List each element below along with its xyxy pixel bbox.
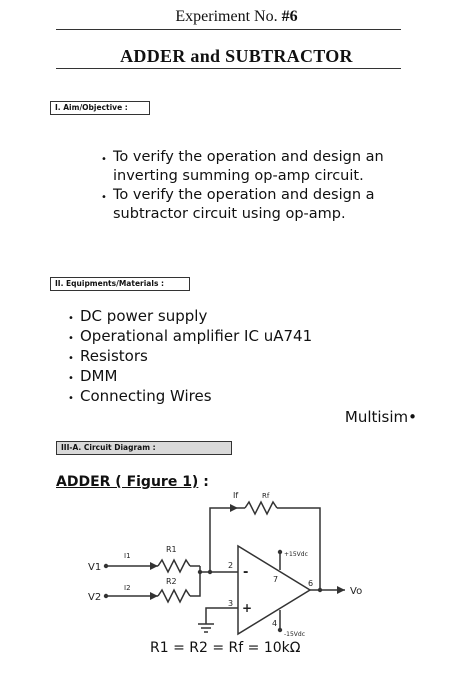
pin2-label: 2 bbox=[228, 561, 234, 570]
rf-label: Rf bbox=[262, 492, 270, 500]
minus-label: - bbox=[243, 565, 249, 580]
v2-terminal bbox=[104, 594, 108, 598]
r2-resistor bbox=[158, 590, 190, 602]
pin7-label: 7 bbox=[273, 575, 279, 584]
r2-label: R2 bbox=[166, 577, 177, 586]
list-item: • DC power supply bbox=[68, 306, 368, 326]
vpos-terminal bbox=[278, 550, 282, 554]
list-item: • Operational amplifier IC uA741 bbox=[68, 326, 368, 346]
experiment-header bbox=[0, 8, 473, 26]
list-item: • To verify the operation and design an inverting summing op-amp circuit. bbox=[101, 148, 401, 186]
i2-label: I2 bbox=[124, 584, 131, 592]
pin6-label: 6 bbox=[308, 579, 314, 588]
r1-label: R1 bbox=[166, 545, 177, 554]
list-item: • To verify the operation and design a subtractor circuit using op-amp. bbox=[101, 186, 401, 224]
figure-title-text: ADDER ( Figure 1) bbox=[56, 474, 199, 490]
pin3-label: 3 bbox=[228, 599, 234, 608]
r1-resistor bbox=[158, 560, 190, 572]
page-title: ADDER and SUBTRACTOR bbox=[120, 46, 353, 66]
v2-label: V2 bbox=[88, 592, 102, 603]
non-inverting-wire bbox=[206, 608, 238, 624]
list-item: • DMM bbox=[68, 366, 368, 386]
experiment-number: #6 bbox=[281, 8, 298, 25]
resistor-formula: R1 = R2 = Rf = 10kΩ bbox=[150, 640, 301, 656]
if-label: If bbox=[233, 491, 239, 500]
title-rule bbox=[56, 68, 401, 69]
vo-label: Vo bbox=[350, 586, 363, 597]
vo-arrow-icon bbox=[337, 586, 345, 594]
i1-label: I1 bbox=[124, 552, 131, 560]
multisim-note: Multisim• bbox=[344, 408, 417, 426]
list-item: • Connecting Wires bbox=[68, 386, 368, 406]
feedback-wire-right bbox=[277, 508, 320, 589]
equipment-list bbox=[68, 306, 368, 406]
vneg-terminal bbox=[278, 628, 282, 632]
experiment-label: Experiment No. bbox=[175, 8, 282, 25]
vpos-label: +15Vdc bbox=[284, 551, 308, 558]
figure-title-colon: : bbox=[198, 474, 209, 490]
v1-terminal bbox=[104, 564, 108, 568]
vneg-label: -15Vdc bbox=[284, 631, 306, 638]
pin4-label: 4 bbox=[272, 619, 278, 628]
summing-junction bbox=[198, 570, 202, 574]
multisim-text: Multisim bbox=[344, 408, 409, 426]
v1-label: V1 bbox=[88, 562, 102, 573]
adder-circuit-diagram bbox=[70, 486, 390, 646]
objectives-list bbox=[101, 148, 401, 224]
section-aim-heading: I. Aim/Objective : bbox=[50, 101, 150, 115]
list-item: • Resistors bbox=[68, 346, 368, 366]
output-junction bbox=[318, 588, 322, 592]
if-arrow-icon bbox=[230, 504, 238, 512]
i1-arrow-icon bbox=[150, 562, 158, 570]
feedback-junction bbox=[208, 570, 212, 574]
section-circuit-heading: III-A. Circuit Diagram : bbox=[56, 441, 232, 455]
header-rule bbox=[56, 29, 401, 30]
i2-arrow-icon bbox=[150, 592, 158, 600]
rf-resistor bbox=[245, 502, 277, 514]
plus-label: + bbox=[242, 601, 253, 615]
section-equipment-heading: II. Equipments/Materials : bbox=[50, 277, 190, 291]
